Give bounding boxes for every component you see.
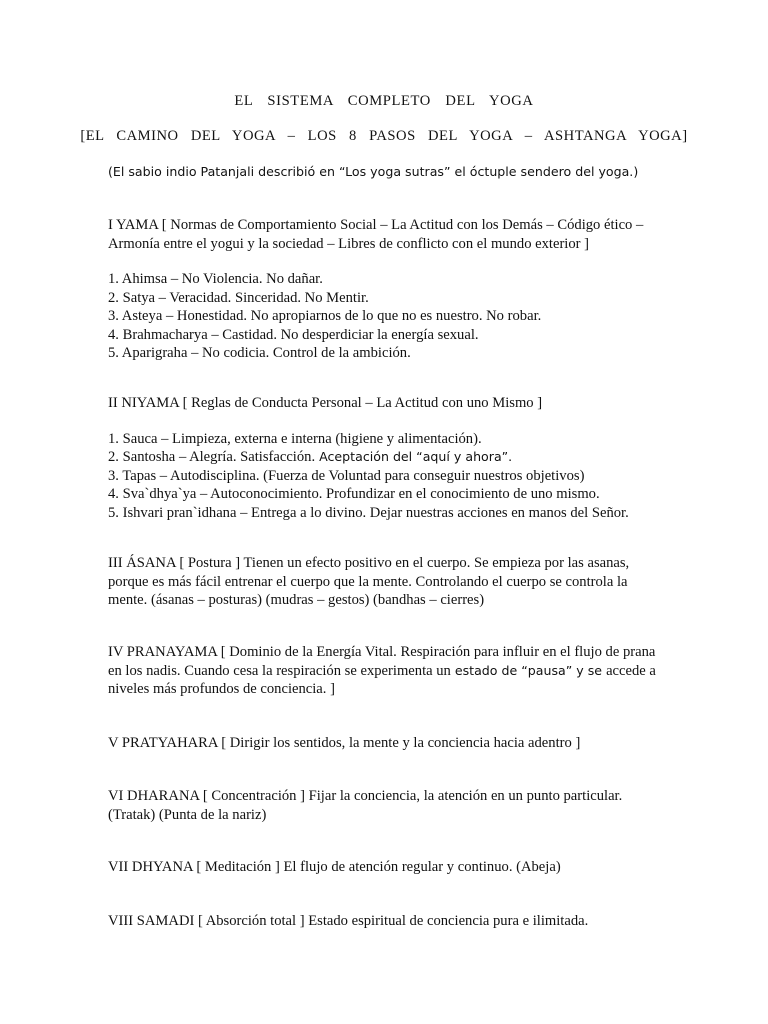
list-item: 5. Aparigraha – No codicia. Control de la ambición. [108,345,411,361]
section-heading-niyama: II NIYAMA [ Reglas de Conducta Personal – La Actitud con uno Mismo ] [108,395,543,411]
list-item: 3. Tapas – Autodisciplina. (Fuerza de Voluntad para conseguir nuestros objetivos) [108,467,585,484]
list-item-text: 2. Santosha – Alegría. Satisfacción. [108,449,316,465]
list-item [108,448,668,467]
document-subtitle: [EL CAMINO DEL YOGA – LOS 8 PASOS DEL YOGA – ASHTANGA YOGA] [80,128,688,144]
niyama-list [108,430,668,523]
yama-list [108,270,668,363]
pranayama-text-b: estado de “pausa” y se [450,662,607,678]
section-text-dharana: VI DHARANA [ Concentración ] Fijar la conciencia, la atención en un punto particular. (Tratak) (Punta de la nariz) [108,788,623,823]
section-text-asana: III ÁSANA [ Postura ] Tienen un efecto positivo en el cuerpo. Se empieza por las asanas, porque es más fácil entrenar el cuerpo que la mente. Controlando el cuerpo se controla la mente. (ásanas – posturas) (mudras – gestos) (bandhas – cierres) [108,555,630,608]
list-item-extra: Aceptación del “aquí y ahora”. [315,449,513,464]
section-samadi [108,912,668,931]
list-item: 3. Asteya – Honestidad. No apropiarnos de lo que no es nuestro. No robar. [108,308,542,324]
document-title: EL SISTEMA COMPLETO DEL YOGA [234,93,534,109]
list-item: 4. Brahmacharya – Castidad. No desperdiciar la energía sexual. [108,326,479,343]
section-dharana [108,787,668,824]
list-item: 5. Ishvari pran`idhana – Entrega a lo divino. Dejar nuestras acciones en manos del Señor. [108,504,629,521]
section-dhyana [108,858,668,877]
pranayama-text-a: IV PRANAYAMA [ Dominio de la Energía Vital. Respiración para influir en el flujo de prana en los nadis. Cuando cesa la respiración se experimenta un [108,644,656,679]
section-text-pranayama [108,643,668,699]
list-item: 2. Satya – Veracidad. Sinceridad. No Mentir. [108,289,369,306]
section-text-samadi: VIII SAMADI [ Absorción total ] Estado espiritual de conciencia pura e ilimitada. [108,913,589,929]
section-asana [108,554,668,610]
section-heading-yama: I YAMA [ Normas de Comportamiento Social – La Actitud con los Demás – Código ético – Armonía entre el yogui y la sociedad – Libres de conflicto con el mundo exterior ] [108,217,644,252]
list-item: 1. Sauca – Limpieza, externa e interna (higiene y alimentación). [108,430,482,447]
list-item: 4. Sva`dhya`ya – Autoconocimiento. Profundizar en el conocimiento de uno mismo. [108,486,600,502]
section-text-pratyahara: V PRATYAHARA [ Dirigir los sentidos, la mente y la conciencia hacia adentro ] [108,735,581,751]
section-text-dhyana: VII DHYANA [ Meditación ] El flujo de atención regular y continuo. (Abeja) [108,859,561,875]
list-item: 1. Ahimsa – No Violencia. No dañar. [108,271,323,287]
intro-text: (El sabio indio Patanjali describió en “Los yoga sutras” el óctuple sendero del yoga.) [108,164,639,179]
section-yama [108,216,668,363]
pranayama-text-c: accede a niveles más profundos de conciencia. ] [108,662,656,697]
section-pranayama [108,643,668,699]
section-niyama [108,394,668,522]
section-pratyahara [108,734,668,753]
